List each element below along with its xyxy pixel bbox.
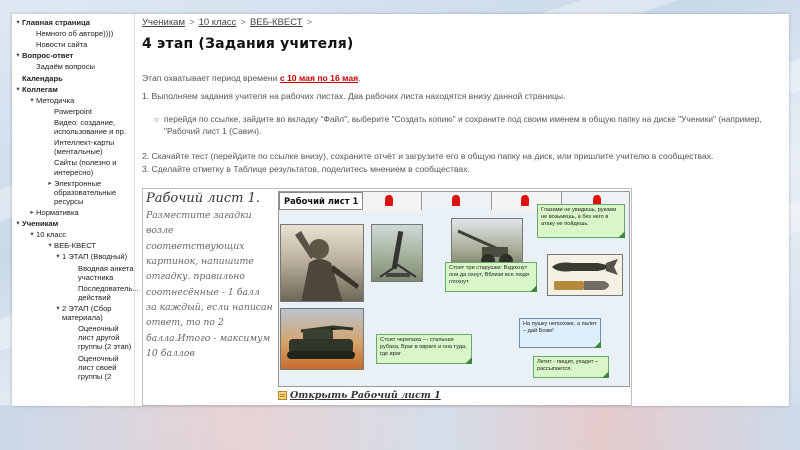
sidebar-item-colleagues[interactable]: ▾ Коллегам <box>14 84 134 95</box>
worksheet-card <box>142 188 632 406</box>
sidebar-item-news[interactable]: Новости сайта <box>36 40 88 50</box>
sidebar-item-sites[interactable]: Сайты (полезно и интересно) <box>54 158 117 177</box>
chevron-down-icon[interactable]: ▾ <box>16 52 20 60</box>
chevron-right-icon[interactable]: ▸ <box>48 179 52 187</box>
chevron-down-icon[interactable]: ▾ <box>48 242 52 250</box>
soldier-image <box>280 224 364 302</box>
sidebar-item-sequence[interactable]: Последователь... действий <box>78 283 139 302</box>
step-3-text: 3. Сделайте отметку в Таблице результатов, поделитесь мнением в сообществах. <box>142 163 470 174</box>
sidebar-item-regulations[interactable]: ▸ Нормативка <box>14 207 134 218</box>
sidebar-item-ask-questions[interactable]: Задаём вопросы <box>36 62 96 72</box>
worksheet-preview[interactable] <box>278 191 630 387</box>
screenshot-frame <box>12 14 789 406</box>
chevron-down-icon[interactable]: ▾ <box>16 220 20 228</box>
sidebar-item-video[interactable]: Видео: создание, использование и пр. <box>54 117 126 137</box>
tank-image <box>280 308 364 370</box>
sidebar-nav <box>12 14 139 406</box>
sidebar-item-10-class[interactable]: ▾ 10 класс <box>14 229 134 240</box>
chevron-down-icon[interactable]: ▾ <box>16 85 20 93</box>
step-1-text: 1. Выполняем задания учителя на рабочих листах. Два рабочих листа находятся внизу данной страницы. <box>142 91 566 102</box>
mortar-image <box>371 224 423 282</box>
breadcrumb: Ученикам > 10 класс > ВЕБ-КВЕСТ > <box>142 17 313 28</box>
open-worksheet-link[interactable]: Открыть Рабочий лист 1 <box>278 390 441 401</box>
sidebar-item-qa[interactable]: ▾ Вопрос-ответ <box>14 50 134 61</box>
sidebar-item-intro-survey[interactable]: Вводная анкета участника <box>78 263 134 282</box>
shells-image <box>547 254 623 296</box>
chevron-down-icon[interactable]: ▾ <box>30 96 34 104</box>
sidebar-item-mind-maps[interactable]: Интеллект-карты (ментальные) <box>54 138 115 157</box>
worksheet-description: Разместите загадки возле соответствующих картинок, напишите отгадку. правильно соотнесённые - 1 балл за каждый, если написан ответ, то по 2 балла.Итого - максимум 10 баллов <box>146 210 273 359</box>
sidebar-item-home[interactable]: ▾ Главная страница <box>14 17 134 28</box>
sidebar-item-web-quest[interactable]: ▾ ВЕБ-КВЕСТ <box>14 240 134 251</box>
chevron-down-icon[interactable]: ▾ <box>56 253 60 261</box>
sidebar-item-eval-own[interactable]: Оценочный лист своей группы (2 <box>78 353 119 381</box>
sidebar-item-e-resources[interactable]: ▸ Электронные образовательные ресурсы <box>14 178 134 207</box>
worksheet-title: Рабочий лист 1. <box>146 191 261 206</box>
sidebar-item-calendar[interactable]: Календарь <box>22 73 63 83</box>
sidebar-item-powerpoint[interactable]: Powerpoint <box>54 106 92 116</box>
sidebar-item-students[interactable]: ▾ Ученикам <box>14 218 134 229</box>
main-content <box>140 14 788 406</box>
chevron-down-icon[interactable]: ▾ <box>56 304 60 312</box>
chevron-down-icon[interactable]: ▾ <box>30 231 34 239</box>
riddle-note-1[interactable]: Глазами не увидишь, руками не возьмешь, а без него в атаку не пойдешь. <box>537 204 625 238</box>
step-2-text: 2. Скачайте тест (перейдите по ссылке внизу), сохраните отчёт и загрузите его в общую папку на диск, или пришлите учителю в сообществах. <box>142 151 714 162</box>
riddle-note-4[interactable]: Стоит черепаха — стальная рубаха, Враг в овраге и она туда, где враг <box>376 334 472 364</box>
sidebar-item-methodology[interactable]: ▾ Методичка <box>14 95 134 106</box>
sidebar-item-stage-1[interactable]: ▾ 1 ЭТАП (Вводный) <box>14 251 134 262</box>
sidebar-item-about-author[interactable]: Немного об авторе)))) <box>36 29 114 39</box>
breadcrumb-link-students[interactable]: Ученикам <box>142 17 186 28</box>
page-title: 4 этап (Задания учителя) <box>142 36 354 52</box>
breadcrumb-link-10-class[interactable]: 10 класс <box>198 17 237 28</box>
riddle-note-2[interactable]: Стоят три старушки: Вздохнут они да охнут, Вблизи все люди глохнут <box>445 262 537 292</box>
preview-tab: Рабочий лист 1 <box>279 192 363 210</box>
sidebar-item-eval-other[interactable]: Оценочный лист другой группы (2 этап) <box>78 324 132 352</box>
bullet-icon: ○ <box>154 114 159 124</box>
document-icon <box>278 391 287 400</box>
riddle-note-5[interactable]: Летит - пищит, упадет – рассыпается. <box>533 356 609 378</box>
date-range-link[interactable]: с 10 мая по 16 мая <box>279 73 359 83</box>
bullet-instruction: ○ перейдя по ссылке, зайдите во вкладку "Файл", выберите "Создать копию" и сохраните под своим именем в общую папку на диске "Ученики" (например, "Рабочий лист 1 (Савич). <box>154 113 762 137</box>
intro-text: Этап охватывает период времени с 10 мая по 16 мая. <box>142 73 361 83</box>
breadcrumb-link-web-quest[interactable]: ВЕБ-КВЕСТ <box>249 17 303 28</box>
chevron-right-icon[interactable]: ▸ <box>30 208 34 216</box>
sidebar-item-stage-2[interactable]: ▾ 2 ЭТАП (Сбор материала) <box>14 303 134 323</box>
riddle-note-3[interactable]: На пушку непохоже, а палит – дай Боже! <box>519 318 601 348</box>
worksheet-info <box>146 191 273 391</box>
chevron-down-icon[interactable]: ▾ <box>16 19 20 26</box>
